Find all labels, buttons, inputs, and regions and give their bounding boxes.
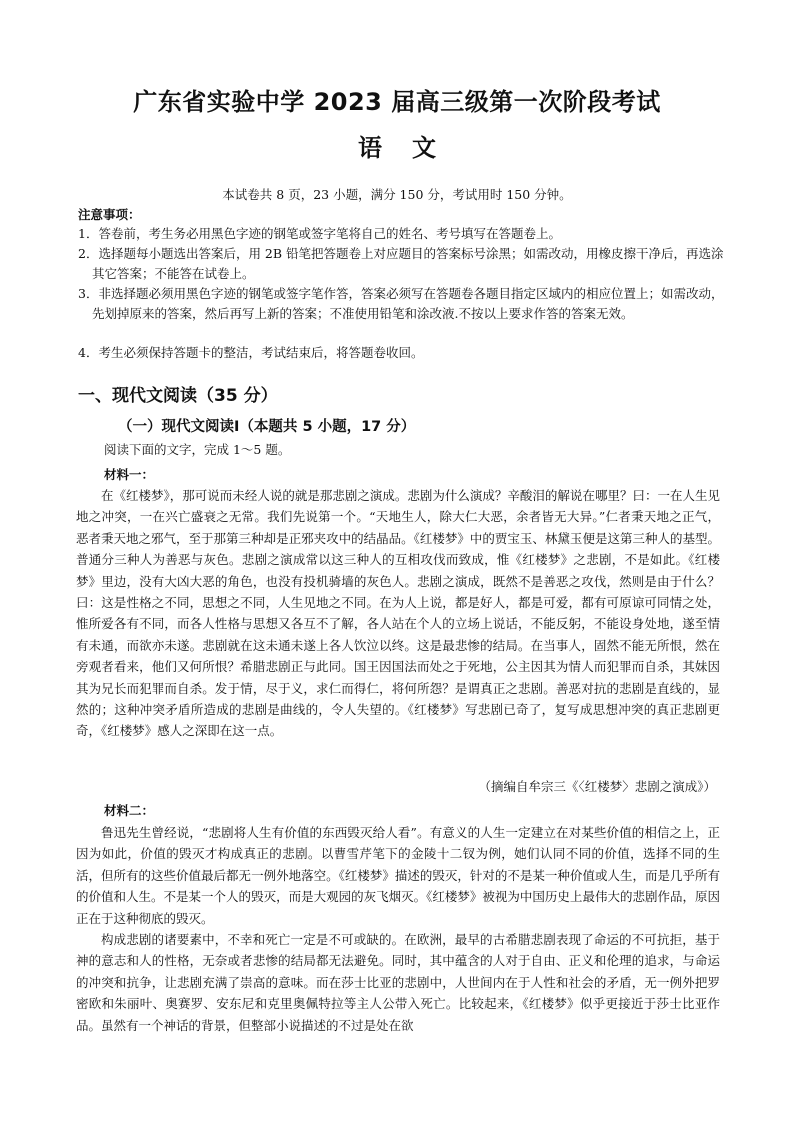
subsection-heading: （一）现代文阅读Ⅰ（本题共 5 小题，17 分） [118, 419, 416, 435]
notes-title: 注意事项： [78, 207, 141, 222]
material-1-source: （摘编自牟宗三《〈红楼梦〉悲剧之演成》） [478, 779, 716, 794]
subject-title: 语文 [358, 134, 466, 162]
reading-instruction: 阅读下面的文字，完成 1～5 题。 [104, 442, 291, 457]
exam-title: 广东省实验中学 2023 届高三级第一次阶段考试 [133, 88, 661, 116]
material-1-text: 在《红楼梦》，那可说而未经人说的就是那悲剧之演成。悲剧为什么演成？辛酸泪的解说在哪里？曰：一在人生见地之冲突，一在兴亡盛衰之无常。我们先说第一个。“天地生人，除大仁大恶，余者皆无大异。”仁者秉天地之正气，恶者秉天地之邪气，至于那第三种却是正邪夹攻中的结晶品。《红楼梦》中的贾宝玉、林黛玉便是这第三种人的基型。普通分三种人为善恶与灰色。悲剧之演成常以这三种人的互相攻伐而致成，惟《红楼梦》之悲剧，不是如此。《红楼梦》里边，没有大凶大恶的角色，也没有投机骑墙的灰色人。悲剧之演成，既然不是善恶之攻伐，然则是由于什么？曰：这是性格之不同，思想之不同，人生见地之不同。在为人上说，都是好人，都是可爱，都有可原谅可同情之处，惟所爱各有不同，而各人性格与思想又各互不了解，各人站在个人的立场上说话，不能反躬，不能设身处地，遂至情有未通，而欲亦未遂。悲剧就在这未通未遂上各人饮泣以终。这是最悲惨的结局。在当事人，固然不能无所恨，然在旁观者看来，他们又何所恨？希腊悲剧正与此同。国王因国法而处之于死地，公主因其为情人而犯罪而自杀，其妹因其为兄长而犯罪而自杀。发于情，尽于义，求仁而得仁，将何所怨？是谓真正之悲剧。善恶对抗的悲剧是直线的，显然的；这种冲突矛盾所造成的悲剧是曲线的，令人失望的。《红楼梦》写悲剧已奇了，复写成思想冲突的真正悲剧更奇，《红楼梦》感人之深即在这一点。 [76, 488, 720, 739]
note-item: 1．答卷前，考生务必用黑色字迹的钢笔或签字笔将自己的姓名、考号填写在答题卷上。 [78, 226, 561, 241]
note-item: 3．非选择题必须用黑色字迹的钢笔或签字笔作答，答案必须写在答题卷各题目指定区域内的相应位置上；如需改动，先划掉原来的答案，然后再写上新的答案；不准使用铅笔和涂改液.不按以上要求作答的答案无效。 [78, 286, 724, 321]
note-item: 4．考生必须保持答题卡的整洁，考试结束后，将答题卷收回。 [78, 345, 424, 360]
material-2-paragraph: 鲁迅先生曾经说，“悲剧将人生有价值的东西毁灭给人看”。有意义的人生一定建立在对某些价值的相信之上，正因为如此，价值的毁灭才构成真正的悲剧。以曹雪芹笔下的金陵十二钗为例，她们认同不同的价值，选择不同的生活，但所有的这些价值最后都无一例外地落空。《红楼梦》描述的毁灭，针对的不是某一种价值或人生，而是几乎所有的价值和人生。不是某一个人的毁灭，而是大观园的灰飞烟灭。《红楼梦》被视为中国历史上最伟大的悲剧作品，原因正在于这种彻底的毁灭。 [76, 825, 720, 926]
material-2-paragraph: 构成悲剧的诸要素中，不幸和死亡一定是不可或缺的。在欧洲，最早的古希腊悲剧表现了命运的不可抗拒，基于神的意志和人的性格，无奈或者悲惨的结局都无法避免。同时，其中蕴含的人对于自由、正义和伦理的追求，与命运的冲突和抗争，让悲剧充满了崇高的意味。而在莎士比亚的悲剧中，人世间内在于人性和社会的矛盾，无一例外把罗密欧和朱丽叶、奥赛罗、安东尼和克里奥佩特拉等主人公带入死亡。比较起来，《红楼梦》似乎更接近于莎士比亚作品。虽然有一个神话的背景，但整部小说描述的不过是处在欲 [76, 932, 720, 1033]
section-heading: 一、现代文阅读（35 分） [78, 386, 278, 406]
exam-info: 本试卷共 8 页，23 小题，满分 150 分，考试用时 150 分钟。 [222, 187, 572, 202]
material-1-label: 材料一： [104, 467, 155, 482]
material-2-label: 材料二： [104, 803, 155, 818]
note-item: 2．选择题每小题选出答案后，用 2B 铅笔把答题卷上对应题目的答案标号涂黑；如需改动，用橡皮擦干净后，再选涂其它答案；不能答在试卷上。 [78, 246, 724, 281]
